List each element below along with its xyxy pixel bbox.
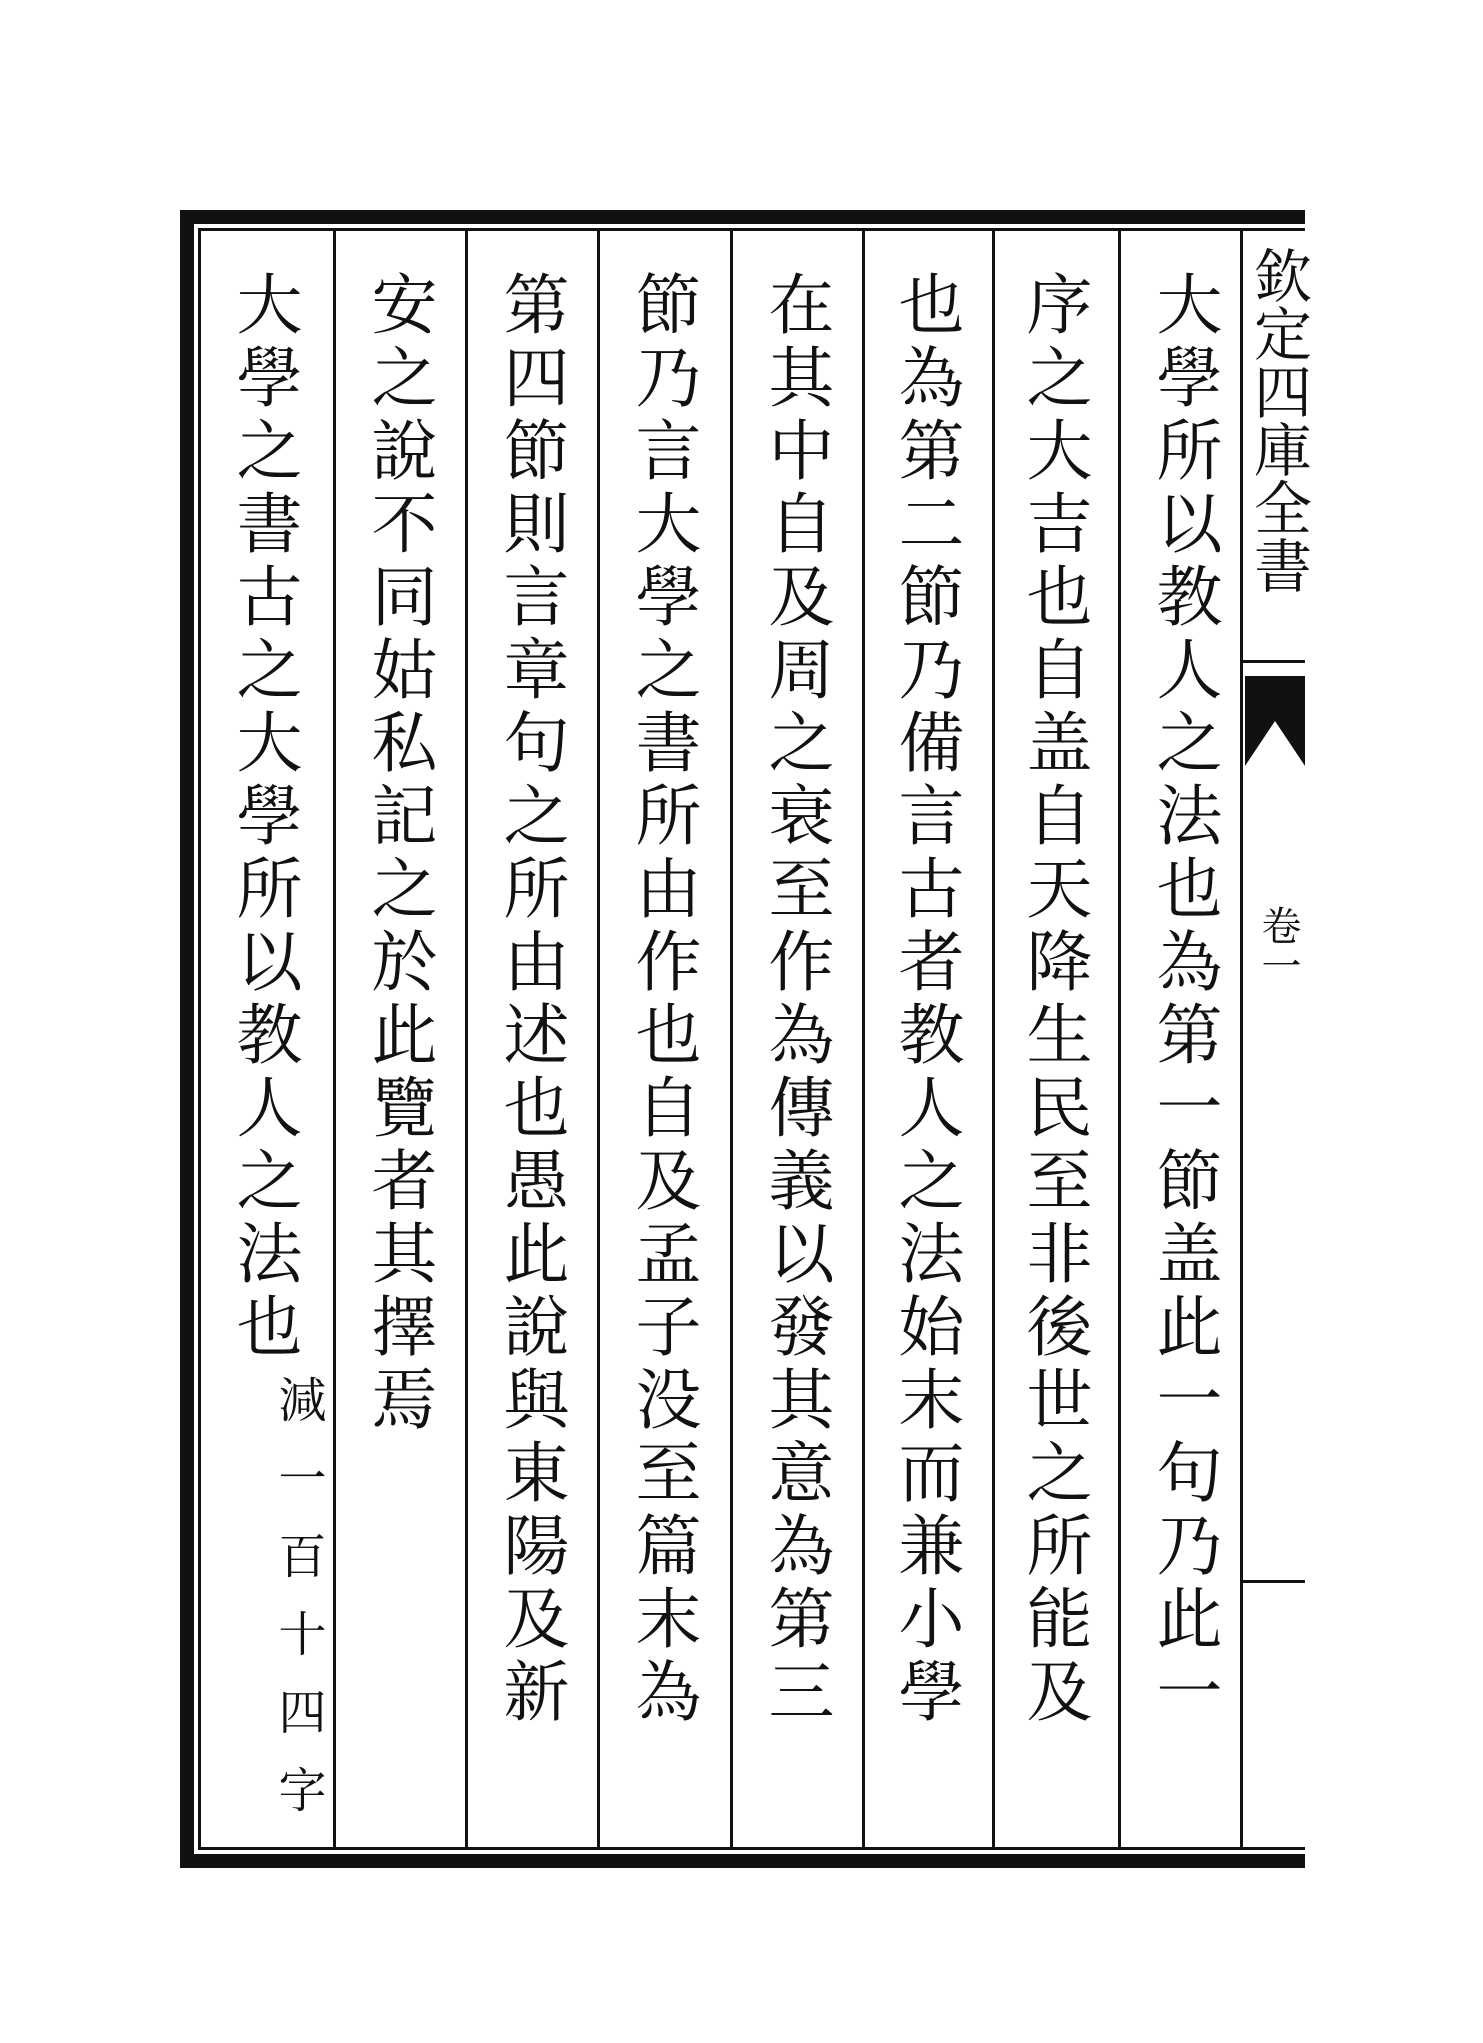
column-rule	[465, 231, 468, 1847]
margin-rule	[1240, 1580, 1305, 1583]
column-rule	[597, 231, 600, 1847]
column-rule	[730, 231, 733, 1847]
book-title: 欽定四庫全書	[1244, 246, 1312, 594]
word-count-note: 減一百十四字	[270, 1375, 326, 1843]
margin-rule-vertical	[1240, 231, 1243, 1847]
text-column-1: 大學所以教人之法也為第一節盖此一句乃此一	[1145, 270, 1222, 1730]
text-column-6: 第四節則言章句之所由述也愚此說與東陽及新	[492, 270, 569, 1730]
text-column-8: 大學之書古之大學所以教人之法也	[225, 270, 302, 1365]
column-rule	[862, 231, 865, 1847]
column-rule	[1118, 231, 1121, 1847]
text-column-2: 序之大吉也自盖自天降生民至非後世之所能及	[1015, 270, 1092, 1730]
margin-rule	[1240, 660, 1305, 663]
fishtail-mark	[1245, 676, 1305, 766]
text-column-3: 也為第二節乃備言古者教人之法始末而兼小學	[887, 270, 964, 1730]
column-rule	[333, 231, 336, 1847]
text-column-7: 安之說不同姑私記之於此覽者其擇焉	[360, 270, 437, 1438]
text-column-4: 在其中自及周之衰至作為傳義以發其意為第三	[757, 270, 834, 1730]
juan-label: 卷一	[1255, 905, 1301, 985]
text-column-5: 節乃言大學之書所由作也自及孟子没至篇末為	[624, 270, 701, 1730]
column-rule	[992, 231, 995, 1847]
